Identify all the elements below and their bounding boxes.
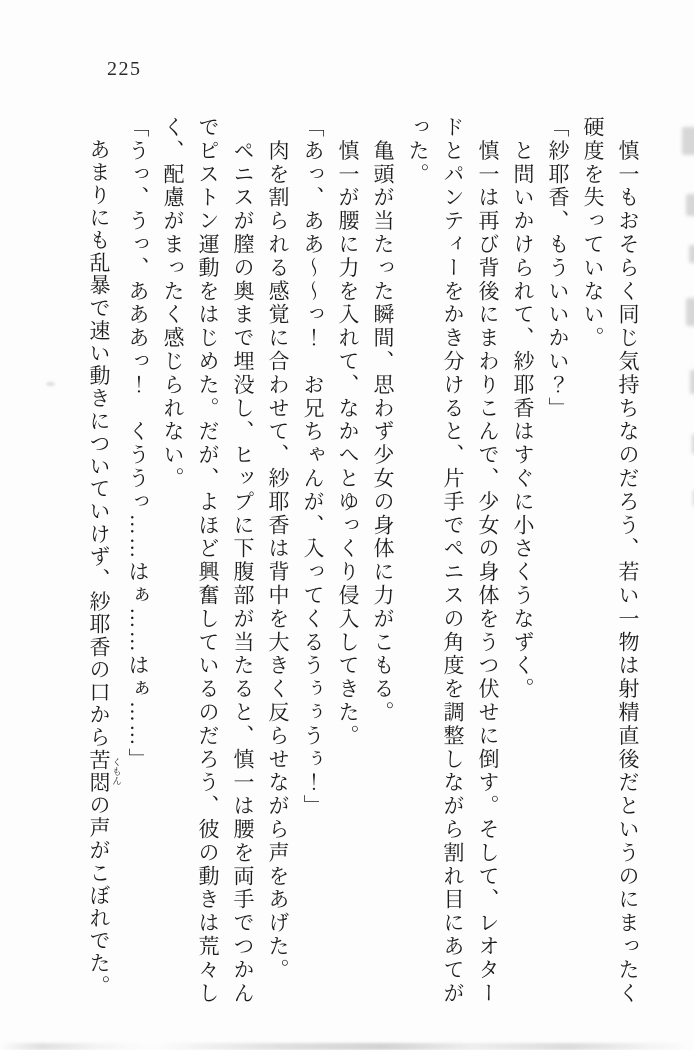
text-column: 「あっ、ああ～～っ！ お兄ちゃんが、入ってくるうぅぅうぅ！」 (301, 116, 325, 818)
text-segment: あまりにも乱暴で速い動きについていけず、紗耶香の口から (87, 116, 111, 749)
vertical-text-block (81, 116, 645, 1020)
text-column: ドとパンティーをかき分けると、片手でペニスの角度を調整しながら割れ目にあてが (441, 116, 465, 1006)
text-column: 亀頭が当たった瞬間、思わず少女の身体に力がこもる。 (371, 116, 395, 725)
text-column: く、配慮がまったく感じられない。 (161, 116, 185, 491)
scan-speck-artifact (46, 382, 55, 386)
text-column: 慎一もおそらく同じ気持ちなのだろう、若い一物は射精直後だというのにまったく (616, 116, 640, 1006)
ruby-annotation (87, 748, 120, 795)
ruby-base: 苦悶 (87, 748, 111, 795)
text-column: 硬度を失っていない。 (581, 116, 605, 350)
text-column: 慎一が腰に力を入れて、なかへとゆっくり侵入してきた。 (336, 116, 360, 748)
text-column: と問いかけられて、紗耶香はすぐに小さくうなずく。 (511, 116, 535, 701)
text-column: でピストン運動をはじめた。だが、よほど興奮しているのだろう、彼の動きは荒々し (196, 116, 220, 1006)
text-segment: の声がこぼれでた。 (87, 794, 111, 998)
text-column: 「うっ、うっ、あああっ！ くううっ……はぁ……はぁ……」 (126, 116, 150, 772)
text-column-with-ruby (81, 116, 120, 1020)
page-number: 225 (107, 58, 142, 80)
text-column: 慎一は再び背後にまわりこんで、少女の身体をうつ伏せに倒す。そして、レオター (476, 116, 500, 1006)
text-column: った。 (406, 116, 430, 187)
text-column: 「紗耶香、もういいかい？」 (546, 116, 570, 421)
ruby-text: くもん (110, 748, 120, 794)
text-column: ペニスが膣の奥まで埋没し、ヒップに下腹部が当たると、慎一は腰を両手でつかん (231, 116, 255, 1006)
bottom-scan-shadow-artifact (0, 1043, 694, 1050)
text-column: 肉を割られる感覚に合わせて、紗耶香は背中を大きく反らせながら声をあげた。 (266, 116, 290, 982)
